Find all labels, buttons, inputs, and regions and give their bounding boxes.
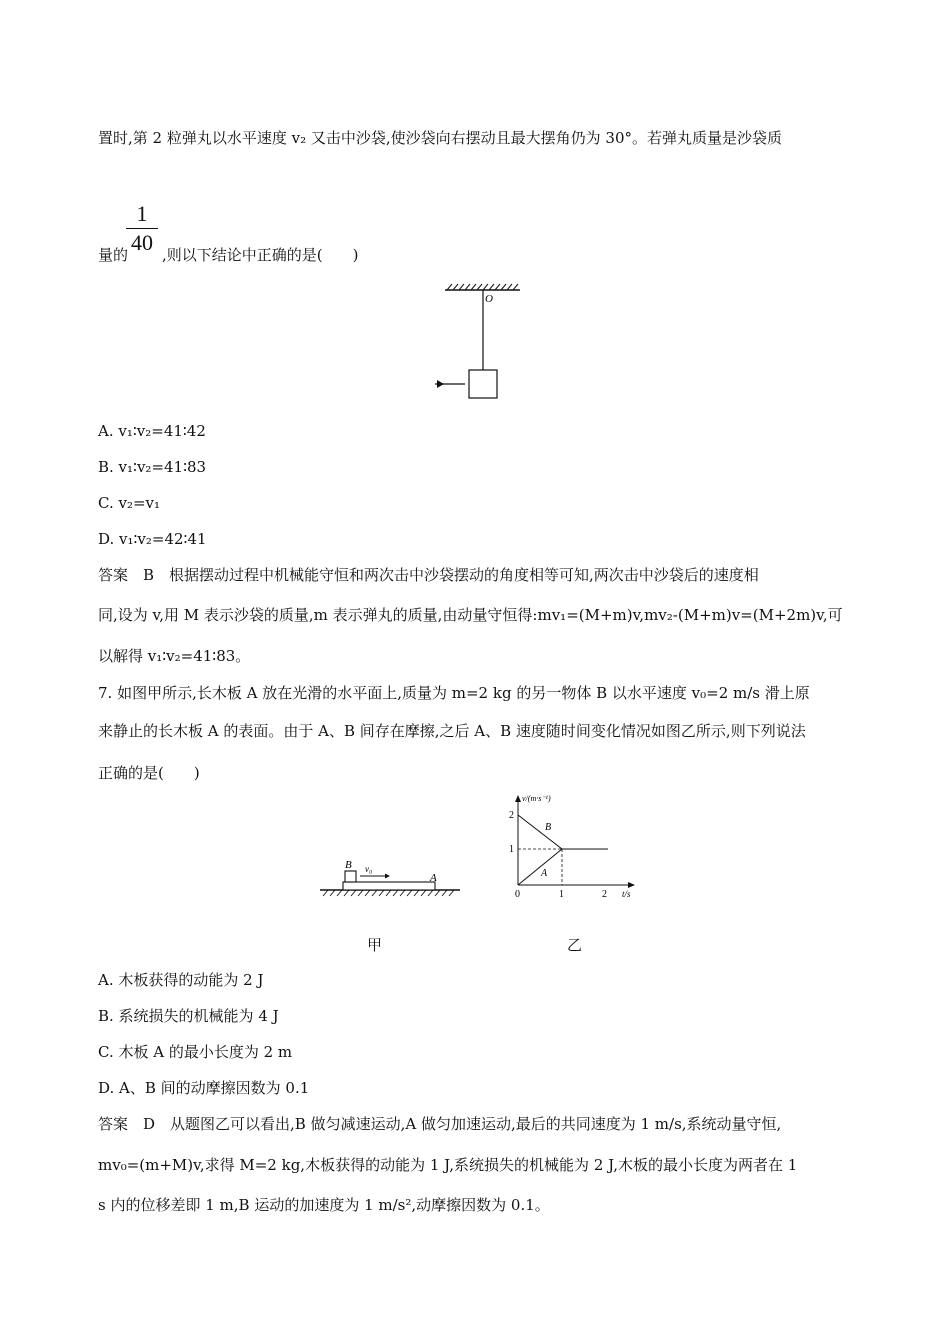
y-tick-1: 1 <box>509 844 514 855</box>
board-a <box>343 882 435 890</box>
line-b <box>518 815 562 849</box>
y-axis-arrow-icon <box>515 795 521 802</box>
fraction-denominator: 40 <box>131 230 153 255</box>
q7-answer-line-1: 答案 D 从题图乙可以看出,B 做匀减速运动,A 做匀加速运动,最后的共同速度为 1 m/s,系统动量守恒, <box>98 1115 782 1133</box>
q6-answer-line-3: 以解得 v₁∶v₂=41∶83。 <box>98 647 251 665</box>
ceiling-hatching <box>447 284 518 290</box>
figure-jia-board <box>315 850 465 900</box>
line-a <box>518 849 562 885</box>
q7-answer-line-3: s 内的位移差即 1 m,B 运动的加速度为 1 m/s²,动摩擦因数为 0.1。 <box>98 1196 550 1214</box>
q6-option-a: A. v₁∶v₂=41∶42 <box>98 422 206 440</box>
q6-option-b: B. v₁∶v₂=41∶83 <box>98 458 207 476</box>
x-tick-0: 0 <box>515 889 520 900</box>
q7-option-d: D. A、B 间的动摩擦因数为 0.1 <box>98 1079 310 1097</box>
caption-jia: 甲 <box>367 936 383 954</box>
ground-hatching <box>323 890 454 896</box>
caption-yi: 乙 <box>567 936 583 954</box>
label-a: A <box>430 872 437 884</box>
q7-stem-line-2: 来静止的长木板 A 的表面。由于 A、B 间存在摩擦,之后 A、B 速度随时间变化情况如图乙所示,则下列说法 <box>98 722 806 740</box>
label-b: B <box>345 859 352 871</box>
x-tick-1: 1 <box>559 889 564 900</box>
graph-label-b: B <box>545 822 552 833</box>
velocity-arrow-icon <box>385 874 390 879</box>
fraction-bar <box>126 228 158 229</box>
q7-option-b: B. 系统损失的机械能为 4 J <box>98 1007 279 1025</box>
x-axis-label: t/s <box>622 889 631 899</box>
pendulum-sandbag-figure <box>425 280 535 405</box>
sandbag-box <box>469 370 497 398</box>
q7-option-a: A. 木板获得的动能为 2 J <box>98 971 264 989</box>
q6-option-d: D. v₁∶v₂=42∶41 <box>98 530 207 548</box>
q7-stem-line-1: 7. 如图甲所示,长木板 A 放在光滑的水平面上,质量为 m=2 kg 的另一物体 B 以水平速度 v₀=2 m/s 滑上原 <box>98 684 810 702</box>
q6-stem-line-1: 置时,第 2 粒弹丸以水平速度 v₂ 又击中沙袋,使沙袋向右摆动且最大摆角仍为 30°。若弹丸质量是沙袋质 <box>98 129 782 147</box>
y-tick-2: 2 <box>509 810 514 821</box>
q7-option-c: C. 木板 A 的最小长度为 2 m <box>98 1043 293 1061</box>
pivot-label-o: O <box>485 293 493 305</box>
q6-stem-suffix: ,则以下结论中正确的是( ) <box>162 246 359 264</box>
q7-answer-line-2: mv₀=(m+M)v,求得 M=2 kg,木板获得的动能为 1 J,系统损失的机械能为 2 J,木板的最小长度为两者在 1 <box>98 1156 798 1174</box>
graph-label-a: A <box>541 868 548 879</box>
q6-stem-prefix: 量的 <box>98 246 129 264</box>
bullet-arrow-icon <box>437 380 444 388</box>
fraction-numerator: 1 <box>136 201 148 226</box>
figure-yi-vt-graph <box>495 790 645 905</box>
x-tick-2: 2 <box>602 889 607 900</box>
q6-option-c: C. v₂=v₁ <box>98 494 161 512</box>
q6-answer-line-2: 同,设为 v,用 M 表示沙袋的质量,m 表示弹丸的质量,由动量守恒得:mv₁=(M+m)v,mv₂-(M+m)v=(M+2m)v,可 <box>98 606 843 624</box>
q7-stem-line-3: 正确的是( ) <box>98 764 200 782</box>
x-axis-arrow-icon <box>628 882 635 888</box>
y-axis-label: v/(m·s⁻¹) <box>522 794 551 803</box>
block-b <box>345 871 356 882</box>
q6-answer-line-1: 答案 B 根据摆动过程中机械能守恒和两次击中沙袋摆动的角度相等可知,两次击中沙袋后的速度相 <box>98 566 759 584</box>
label-v0: v₀ <box>365 864 373 874</box>
q6-stem-line-2 <box>98 245 359 265</box>
